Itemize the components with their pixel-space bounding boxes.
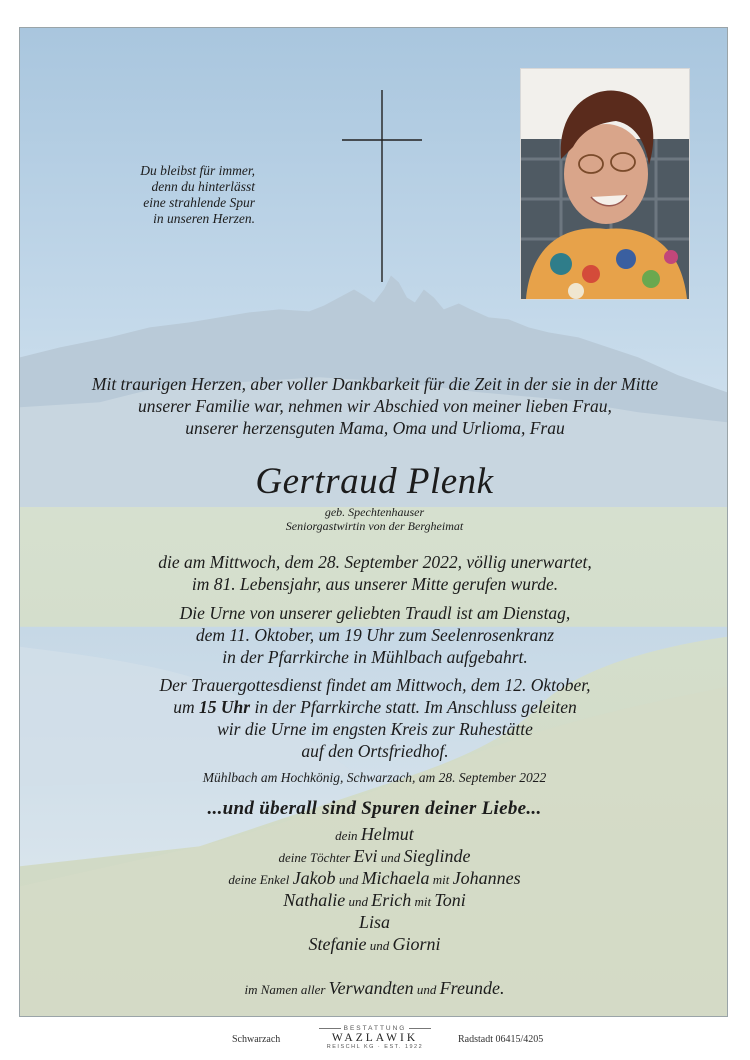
mourner-name: Johannes xyxy=(452,868,521,888)
intro-line: Mit traurigen Herzen, aber voller Dankbarkeit für die Zeit in der sie in der Mitte xyxy=(91,374,659,394)
quote-block xyxy=(115,163,255,227)
motto: ...und überall sind Spuren deiner Liebe... xyxy=(207,798,542,819)
mourner-name: Michaela xyxy=(361,868,430,888)
death-line: im 81. Lebensjahr, aus unserer Mitte gerufen wurde. xyxy=(191,574,559,594)
mourner-name: Verwandten xyxy=(328,978,414,998)
quote-line: Du bleibst für immer, xyxy=(140,163,255,178)
mourner-relation: deine Töchter xyxy=(278,850,354,865)
mourner-name: Giorni xyxy=(392,934,441,954)
mourner-name: Toni xyxy=(434,890,466,910)
quote-line: eine strahlende Spur xyxy=(143,195,255,210)
urn-line: dem 11. Oktober, um 19 Uhr zum Seelenrosenkranz xyxy=(195,625,555,645)
urn-line: Die Urne von unserer geliebten Traudl ist am Dienstag, xyxy=(179,603,571,623)
mourner-name: Jakob xyxy=(292,868,336,888)
mourner-name: Evi xyxy=(353,846,378,866)
logo-sub-text: REISCHL KG · EST. 1922 xyxy=(326,1044,424,1050)
mass-line: Der Trauergottesdienst findet am Mittwoch, dem 12. Oktober, xyxy=(159,675,591,695)
cross-icon xyxy=(342,90,422,282)
mourner-conj: und xyxy=(413,982,440,997)
mass-line: auf den Ortsfriedhof. xyxy=(301,741,449,761)
mourner-conj: und xyxy=(377,850,404,865)
mourner-line xyxy=(20,934,728,955)
mourner-conj: und xyxy=(335,872,362,887)
mourner-line xyxy=(20,846,728,867)
quote-line: denn du hinterlässt xyxy=(151,179,255,194)
mass-notice xyxy=(60,674,690,762)
mass-time: 15 Uhr xyxy=(199,697,251,717)
mass-line: wir die Urne im engsten Kreis zur Ruhestätte xyxy=(217,719,533,739)
mourner-conj: und xyxy=(366,938,393,953)
death-notice xyxy=(60,551,690,595)
mourner-line xyxy=(20,890,728,911)
footer xyxy=(0,1025,750,1055)
obituary-card xyxy=(19,27,728,1017)
mourner-line xyxy=(20,824,728,845)
mourner-relation: dein xyxy=(335,828,361,843)
mass-line xyxy=(60,696,690,718)
death-line: die am Mittwoch, dem 28. September 2022, völlig unerwartet, xyxy=(158,552,592,572)
footer-location-left: Schwarzach xyxy=(232,1034,281,1045)
mourner-line xyxy=(20,912,728,933)
portrait-photo xyxy=(520,68,690,300)
mourner-conj: und xyxy=(345,894,372,909)
funeral-home-logo xyxy=(305,1025,445,1050)
mourner-name: Helmut xyxy=(360,824,414,844)
birth-name: geb. Spechtenhauser xyxy=(324,505,425,519)
mourner-name: Lisa xyxy=(358,912,391,932)
mourner-name: Stefanie xyxy=(308,934,367,954)
deceased-name: Gertraud Plenk xyxy=(255,461,494,502)
intro-text xyxy=(50,373,700,439)
intro-line: unserer Familie war, nehmen wir Abschied von meiner lieben Frau, xyxy=(138,396,612,416)
mass-text: um xyxy=(173,697,200,717)
mourner-name: Erich xyxy=(371,890,412,910)
mourner-name: Sieglinde xyxy=(403,846,471,866)
logo-main-text: WAZLAWIK xyxy=(331,1032,419,1044)
footer-location-right: Radstadt 06415/4205 xyxy=(458,1034,544,1045)
mourner-conj: mit xyxy=(411,894,435,909)
intro-line: unserer herzensguten Mama, Oma und Urlioma, Frau xyxy=(185,418,565,438)
mourner-conj: mit xyxy=(429,872,453,887)
mourner-relation: deine Enkel xyxy=(228,872,293,887)
logo-top-text: BESTATTUNG xyxy=(343,1025,407,1032)
profession: Seniorgastwirtin von der Bergheimat xyxy=(285,519,464,533)
mass-text: in der Pfarrkirche statt. Im Anschluss geleiten xyxy=(250,697,577,717)
mourner-relation: im Namen aller xyxy=(244,982,329,997)
mourner-line xyxy=(20,978,728,999)
quote-line: in unseren Herzen. xyxy=(153,211,255,226)
mourner-line xyxy=(20,868,728,889)
urn-notice xyxy=(60,602,690,668)
urn-line: in der Pfarrkirche in Mühlbach aufgebahrt. xyxy=(222,647,528,667)
mourner-name: Freunde. xyxy=(439,978,505,998)
place-date: Mühlbach am Hochkönig, Schwarzach, am 28. September 2022 xyxy=(202,770,547,785)
mourner-name: Nathalie xyxy=(283,890,346,910)
